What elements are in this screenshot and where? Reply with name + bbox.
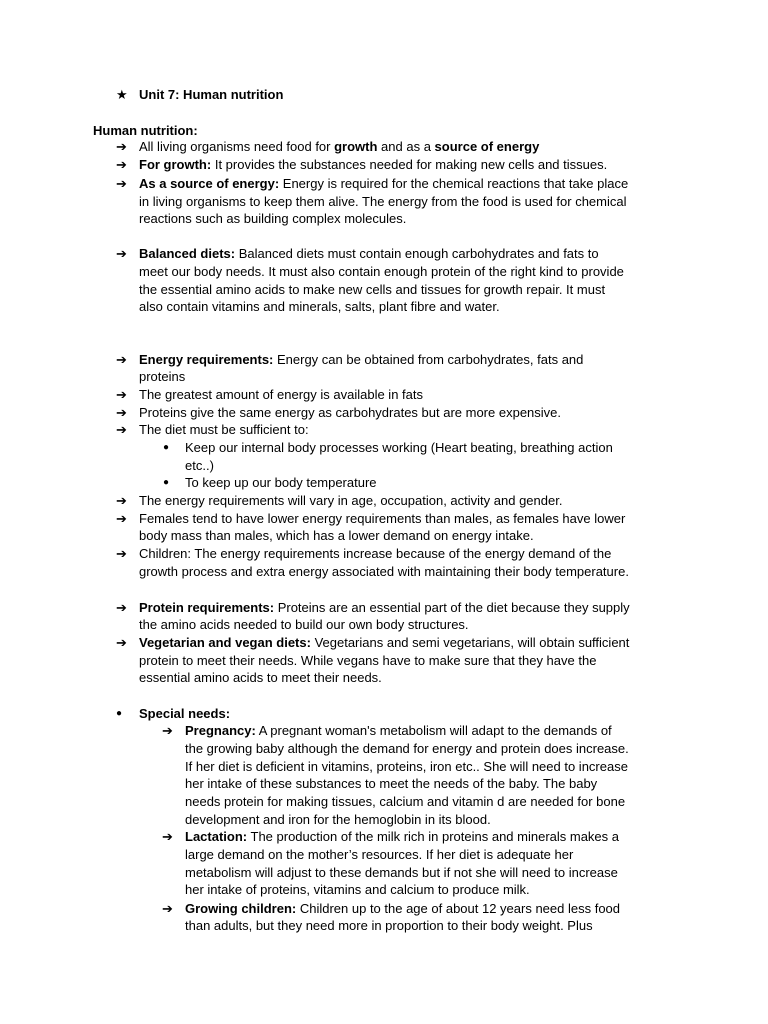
- arrow-bullet-icon: ➔: [116, 352, 127, 367]
- list-item-energy-requirements: Energy requirements: Energy can be obtained from carbohydrates, fats and: [139, 352, 584, 367]
- arrow-bullet-icon: ➔: [116, 546, 127, 561]
- arrow-bullet-icon: ➔: [116, 635, 127, 650]
- arrow-bullet-icon: ➔: [116, 176, 127, 191]
- arrow-bullet-icon: ➔: [116, 387, 127, 402]
- arrow-bullet-icon: ➔: [162, 723, 173, 738]
- sub-item-pregnancy-cont: If her diet is deficient in vitamins, proteins, iron etc.. She will need to increase: [185, 759, 628, 774]
- sub-item-pregnancy-cont: the growing baby although the demand for energy and protein does increase.: [185, 741, 629, 756]
- sub-item-lactation-cont: large demand on the mother’s resources. If her diet is adequate her: [185, 847, 574, 862]
- sub-item-growing-children: Growing children: Children up to the age of about 12 years need less food: [185, 901, 621, 916]
- list-item-greatest-energy: The greatest amount of energy is available in fats: [139, 387, 423, 402]
- list-item-energy-requirements-cont: proteins: [139, 369, 186, 384]
- arrow-bullet-icon: ➔: [116, 511, 127, 526]
- arrow-bullet-icon: ➔: [116, 405, 127, 420]
- list-item-vegetarian-cont: essential amino acids to meet their needs.: [139, 670, 382, 685]
- arrow-bullet-icon: ➔: [116, 422, 127, 437]
- dot-bullet-icon: ●: [163, 442, 170, 453]
- sub-item-lactation: Lactation: The production of the milk rich in proteins and minerals makes a: [185, 829, 620, 844]
- sub-item-pregnancy-cont: development and iron for the hemoglobin in its blood.: [185, 812, 491, 827]
- list-item-source-energy-cont: reactions such as building complex molecules.: [139, 211, 407, 226]
- arrow-bullet-icon: ➔: [162, 901, 173, 916]
- list-item-vegetarian-cont: protein to meet their needs. While vegans have to make sure that they have the: [139, 653, 597, 668]
- list-item-proteins-same: Proteins give the same energy as carbohydrates but are more expensive.: [139, 405, 562, 420]
- arrow-bullet-icon: ➔: [116, 246, 127, 261]
- list-item-protein-requirements-cont: the amino acids needed to build our own body structures.: [139, 617, 469, 632]
- list-item-females-cont: body mass than males, which has a lower demand on energy intake.: [139, 528, 534, 543]
- list-item-source-energy: As a source of energy: Energy is required for the chemical reactions that take place: [139, 176, 629, 191]
- arrow-bullet-icon: ➔: [116, 157, 127, 172]
- arrow-bullet-icon: ➔: [116, 493, 127, 508]
- sub-item-body-temperature: To keep up our body temperature: [185, 475, 377, 490]
- sub-item-keep-processes-cont: etc..): [185, 458, 214, 473]
- list-item-children-cont: growth process and extra energy associated with maintaining their body temperature.: [139, 564, 629, 579]
- sub-item-pregnancy: Pregnancy: A pregnant woman's metabolism will adapt to the demands of: [185, 723, 612, 738]
- arrow-bullet-icon: ➔: [162, 829, 173, 844]
- list-item-balanced-diets-cont: the essential amino acids to make new cells and tissues for growth repair. It must: [139, 282, 606, 297]
- arrow-bullet-icon: ➔: [116, 139, 127, 154]
- sub-item-lactation-cont: metabolism will adjust to these demands but if not she will need to increase: [185, 865, 618, 880]
- sub-item-lactation-cont: her intake of proteins, vitamins and calcium to produce milk.: [185, 882, 530, 897]
- list-item-females: Females tend to have lower energy requirements than males, as females have lower: [139, 511, 626, 526]
- sub-item-keep-processes: Keep our internal body processes working (Heart beating, breathing action: [185, 440, 613, 455]
- list-item-vary: The energy requirements will vary in age, occupation, activity and gender.: [139, 493, 563, 508]
- arrow-bullet-icon: ➔: [116, 600, 127, 615]
- list-item-protein-requirements: Protein requirements: Proteins are an essential part of the diet because they supply: [139, 600, 630, 615]
- star-bullet-icon: ★: [116, 87, 128, 102]
- list-item-balanced-diets: Balanced diets: Balanced diets must contain enough carbohydrates and fats to: [139, 246, 599, 261]
- list-item-source-energy-cont: in living organisms to keep them alive. The energy from the food is used for chemical: [139, 194, 627, 209]
- section-heading: Human nutrition:: [93, 123, 198, 138]
- list-item-diet-sufficient: The diet must be sufficient to:: [139, 422, 309, 437]
- list-item-vegetarian: Vegetarian and vegan diets: Vegetarians and semi vegetarians, will obtain sufficient: [139, 635, 630, 650]
- list-item-balanced-diets-cont: also contain vitamins and minerals, salts, plant fibre and water.: [139, 299, 500, 314]
- sub-item-pregnancy-cont: needs protein for making tissues, calcium and vitamin d are needed for bone: [185, 794, 626, 809]
- list-item-growth-intro: All living organisms need food for growth and as a source of energy: [139, 139, 540, 154]
- dot-bullet-icon: ●: [163, 477, 170, 488]
- unit-title: Unit 7: Human nutrition: [139, 87, 284, 102]
- sub-item-growing-children-cont: than adults, but they need more in proportion to their body weight. Plus: [185, 918, 593, 933]
- dot-bullet-icon: ●: [116, 708, 123, 719]
- special-needs-heading: Special needs:: [139, 706, 231, 721]
- list-item-children: Children: The energy requirements increase because of the energy demand of the: [139, 546, 612, 561]
- sub-item-pregnancy-cont: her intake of these substances to meet the needs of the baby. The baby: [185, 776, 598, 791]
- list-item-for-growth: For growth: It provides the substances needed for making new cells and tissues.: [139, 157, 608, 172]
- list-item-balanced-diets-cont: meet our body needs. It must also contain enough protein of the right kind to provide: [139, 264, 624, 279]
